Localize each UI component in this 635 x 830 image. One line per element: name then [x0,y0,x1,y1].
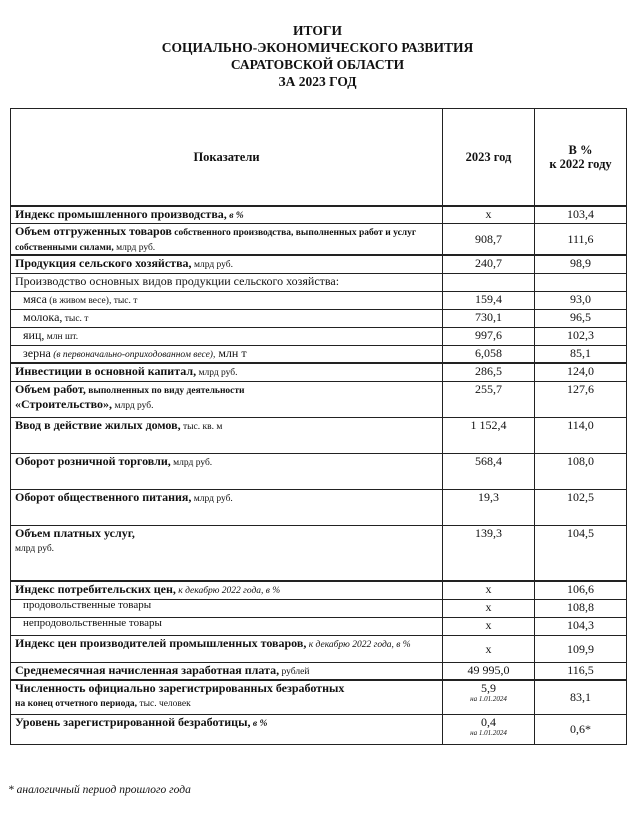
row-label: Оборот общественного питания, млрд руб. [11,489,443,525]
row-value-pct: 104,3 [535,617,627,635]
header-indicators: Показатели [11,109,443,206]
table-row [11,363,627,381]
row-label: Объем отгруженных товаров собственного производства, выполненных работ и услуг собственными силами, млрд руб. [11,224,443,256]
row-value-2023: 730,1 [443,309,535,327]
row-label: Объем работ, выполненных по виду деятельности «Строительство», млрд руб. [11,381,443,417]
row-value-2023: 240,7 [443,255,535,273]
row-value-pct: 104,5 [535,525,627,581]
row-label: Индекс потребительских цен, к декабрю 2022 года, в % [11,581,443,599]
row-value-2023: х [443,635,535,662]
row-label: зерна (в первоначально-оприходованном весе), млн т [11,345,443,363]
row-value-pct: 116,5 [535,662,627,680]
row-value-pct: 85,1 [535,345,627,363]
row-label: непродовольственные товары [11,617,443,635]
document-title [0,22,635,90]
table-row [11,617,627,635]
row-value-2023: 908,7 [443,224,535,256]
row-value-pct: 98,9 [535,255,627,273]
row-value-pct: 0,6* [535,714,627,744]
row-label: Уровень зарегистрированной безработицы, в % [11,714,443,744]
row-value-2023: х [443,617,535,635]
header-percent-line1: В % [568,142,593,157]
row-label: Объем платных услуг, млрд руб. [11,525,443,581]
table-row [11,680,627,714]
table-row [11,206,627,224]
row-value-2023: 997,6 [443,327,535,345]
table-row [11,309,627,327]
table-row [11,417,627,453]
header-2023: 2023 год [443,109,535,206]
table-row [11,453,627,489]
title-line-2: СОЦИАЛЬНО-ЭКОНОМИЧЕСКОГО РАЗВИТИЯ [161,40,474,55]
row-value-2023: х [443,581,535,599]
table-row [11,224,627,256]
row-label: мяса (в живом весе), тыс. т [11,291,443,309]
row-label: Индекс цен производителей промышленных товаров, к декабрю 2022 года, в % [11,635,443,662]
row-value-pct: 93,0 [535,291,627,309]
row-value-2023: 5,9 на 1.01.2024 [443,680,535,714]
row-value-2023: 568,4 [443,453,535,489]
row-value-pct: 109,9 [535,635,627,662]
table-row [11,581,627,599]
row-value-2023: 0,4 на 1.01.2024 [443,714,535,744]
row-label: Оборот розничной торговли, млрд руб. [11,453,443,489]
row-value-pct: 83,1 [535,680,627,714]
table-row [11,273,627,291]
table-row [11,525,627,581]
table-row [11,345,627,363]
row-label: Производство основных видов продукции сельского хозяйства: [11,273,443,291]
row-label: Инвестиции в основной капитал, млрд руб. [11,363,443,381]
row-value-pct: 102,5 [535,489,627,525]
table-header-row [11,109,627,206]
row-label: Ввод в действие жилых домов, тыс. кв. м [11,417,443,453]
row-label: молока, тыс. т [11,309,443,327]
row-label: продовольственные товары [11,599,443,617]
table-row [11,255,627,273]
row-label: яиц, млн шт. [11,327,443,345]
row-value-pct: 108,8 [535,599,627,617]
row-value-2023: 49 995,0 [443,662,535,680]
table-row [11,327,627,345]
table-row [11,381,627,417]
row-value-pct: 103,4 [535,206,627,224]
table-row [11,599,627,617]
row-value-pct: 124,0 [535,363,627,381]
table-row [11,291,627,309]
row-label: Индекс промышленного производства, в % [11,206,443,224]
row-value-2023: 159,4 [443,291,535,309]
table-row [11,662,627,680]
row-value-pct: 102,3 [535,327,627,345]
row-value-pct: 114,0 [535,417,627,453]
row-value-2023: 286,5 [443,363,535,381]
row-value-2023: х [443,206,535,224]
row-value-2023: 255,7 [443,381,535,417]
table-row [11,714,627,744]
header-percent [535,109,627,206]
row-value-2023: 19,3 [443,489,535,525]
row-label: Среднемесячная начисленная заработная плата, рублей [11,662,443,680]
row-value-pct: 127,6 [535,381,627,417]
title-line-3: САРАТОВСКОЙ ОБЛАСТИ [230,57,405,72]
row-value-2023: 1 152,4 [443,417,535,453]
title-line-4: ЗА 2023 ГОД [278,74,357,89]
row-value-pct: 111,6 [535,224,627,256]
footnote: * аналогичный период прошлого года [8,784,191,796]
row-label: Численность официально зарегистрированных безработных на конец отчетного периода, тыс. человек [11,680,443,714]
table-row [11,635,627,662]
indicators-table [10,108,627,745]
row-value-pct: 96,5 [535,309,627,327]
header-percent-line2: к 2022 году [549,156,612,171]
row-value-2023: 6,058 [443,345,535,363]
row-label: Продукция сельского хозяйства, млрд руб. [11,255,443,273]
row-value-2023: х [443,599,535,617]
row-value-2023: 139,3 [443,525,535,581]
row-value-pct: 106,6 [535,581,627,599]
table-row [11,489,627,525]
title-line-1: ИТОГИ [293,23,342,38]
row-value-pct: 108,0 [535,453,627,489]
